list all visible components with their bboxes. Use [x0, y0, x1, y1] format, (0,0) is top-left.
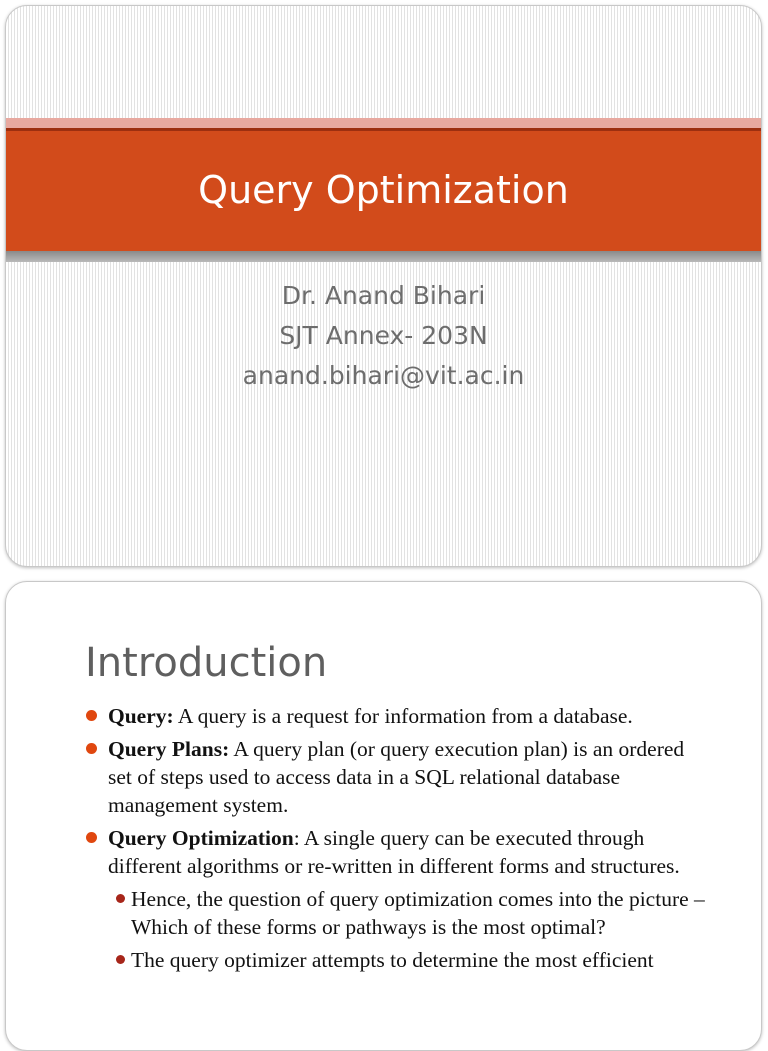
sub-bullet-optimal-question	[6, 885, 761, 941]
bullet-query-plans	[6, 735, 761, 819]
bullet-query-optimization	[6, 824, 761, 880]
bullet-dot-icon	[86, 832, 97, 843]
sub-bullet-dot-icon	[116, 955, 125, 964]
bullet-term: Query Plans:	[108, 737, 230, 761]
bullet-text: : A single query can be executed through different algorithms or re-written in different forms and structures.	[108, 826, 680, 878]
bullet-term: Query:	[108, 704, 174, 728]
section-heading: Introduction	[85, 640, 328, 686]
bullet-list	[6, 702, 761, 979]
bullet-text: A query plan (or query execution plan) is an ordered set of steps used to access data in a SQL relational database management system.	[108, 737, 685, 817]
sub-bullet-optimizer	[6, 946, 761, 974]
author-name: Dr. Anand Bihari	[281, 281, 486, 310]
title-bottom-shadow-strip	[6, 251, 761, 262]
sub-bullet-text: Hence, the question of query optimization comes into the picture – Which of these forms or pathways is the most optimal?	[131, 887, 705, 939]
bullet-term: Query Optimization	[108, 826, 294, 850]
introduction-slide	[5, 581, 762, 1051]
sub-bullet-text: The query optimizer attempts to determine the most efficient	[131, 948, 654, 972]
title-top-accent-strip	[6, 118, 761, 128]
title-slide	[5, 5, 762, 567]
bullet-query	[6, 702, 761, 730]
author-email: anand.bihari@vit.ac.in	[242, 361, 525, 390]
sub-bullet-dot-icon	[116, 894, 125, 903]
bullet-dot-icon	[86, 743, 97, 754]
slide-title: Query Optimization	[198, 168, 569, 212]
bullet-dot-icon	[86, 710, 97, 721]
title-band	[6, 128, 761, 251]
author-info	[6, 276, 761, 396]
author-room: SJT Annex- 203N	[279, 321, 488, 350]
bullet-text: A query is a request for information from a database.	[173, 704, 633, 728]
